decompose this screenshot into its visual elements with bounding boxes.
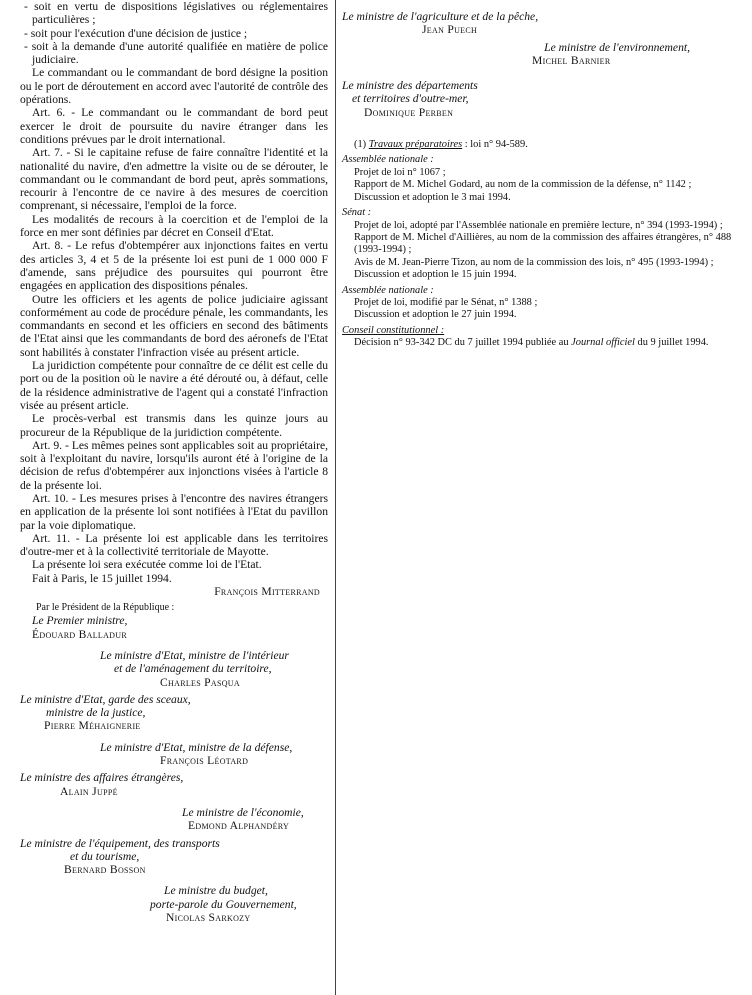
minister-title: Le ministre de l'équipement, des transports (20, 836, 220, 850)
paragraph: Le procès-verbal est transmis dans les quinze jours au procureur de la République de la juridiction compétente. (20, 412, 328, 439)
prime-minister-name: Édouard Balladur (32, 627, 127, 641)
section-heading: Assemblée nationale : (342, 154, 434, 166)
minister-name: Charles Pasqua (160, 675, 240, 689)
minister-title: ministre de la justice, (46, 706, 146, 720)
article-9: Art. 9. - Les mêmes peines sont applicables soit au propriétaire, soit à l'exploitant du navire, lorsqu'ils auront été à l'origine de la décision de refus d'obtempérer aux injonctions visées à l'article 8 de la présente loi. (20, 438, 328, 492)
minister-title: Le ministre des affaires étrangères, (20, 771, 184, 785)
president-name: François Mitterrand (214, 585, 320, 599)
footnote-line: Discussion et adoption le 15 juin 1994. (354, 269, 517, 281)
paragraph: La présente loi sera exécutée comme loi de l'Etat. (32, 558, 262, 572)
footnote-law-number: : loi n° 94-589. (464, 139, 528, 151)
minister-title: Le ministre d'Etat, ministre de la défense, (100, 740, 293, 754)
left-column (20, 0, 328, 924)
footnote-label: Travaux préparatoires (368, 139, 463, 151)
footnote-line (342, 337, 738, 349)
minister-name: Nicolas Sarkozy (166, 911, 251, 924)
article-11: Art. 11. - La présente loi est applicable dans les territoires d'outre-mer et à la collectivité territoriale de Mayotte. (20, 531, 328, 559)
paragraph: La juridiction compétente pour connaître de ce délit est celle du port ou de la position où le navire a été dérouté ou, à défaut, celle de la résidence administrative de l'agent qui a constaté l'infraction visée au présent article. (20, 359, 328, 412)
footnote-line: Rapport de M. Michel d'Aillières, au nom de la commission des affaires étrangères, n° 488 (1993-1994) ; (354, 231, 732, 256)
footnote-line: Avis de M. Jean-Pierre Tizon, au nom de la commission des lois, n° 495 (1993-1994) ; (354, 256, 714, 268)
footnote-header (342, 139, 738, 151)
minister-title: Le ministre de l'agriculture et de la pêche, (342, 10, 539, 23)
bullet-item: - soit à la demande d'une autorité qualifiée en matière de police judiciaire. (24, 39, 328, 67)
footnote-line: Projet de loi, modifié par le Sénat, n° 1388 ; (354, 296, 538, 308)
minister-title: et territoires d'outre-mer, (352, 92, 469, 106)
minister-name: François Léotard (160, 754, 249, 768)
minister-title: Le ministre des départements (342, 79, 478, 93)
footnote-block (342, 139, 738, 350)
minister-name: Alain Juppé (60, 784, 118, 798)
minister-name: Pierre Méhaignerie (44, 719, 141, 733)
decision-text: Décision n° 93-342 DC du 7 juillet 1994 publiée au (354, 337, 572, 349)
minister-name: Bernard Bosson (64, 863, 146, 877)
minister-title: Le ministre d'Etat, ministre de l'intérieur (100, 648, 289, 662)
article-8: Art. 8. - Le refus d'obtempérer aux injonctions faites en vertu des articles 3, 4 et 5 de la présente loi est puni de 1 000 000 F d'amende, sans préjudice des poursuites qui pourront être engagées en application des dispositions pénales. (20, 239, 328, 293)
signature-date: Fait à Paris, le 15 juillet 1994. (32, 571, 172, 585)
article-6: Art. 6. - Le commandant ou le commandant de bord peut exercer le droit de poursuite du navire étranger dans les conditions prévues par le droit international. (20, 106, 328, 146)
footnote-line: Projet de loi n° 1067 ; (354, 166, 446, 178)
section-heading: Conseil constitutionnel : (342, 324, 445, 336)
paragraph: Les modalités de recours à la coercition et de l'emploi de la force en mer sont définies par décret en Conseil d'Etat. (20, 212, 328, 240)
article-7: Art. 7. - Si le capitaine refuse de faire connaître l'identité et la nationalité du navire, d'en admettre la visite ou de se dérouter, le commandant ou le commandant de bord peut, après sommations, recourir à l'encontre de ce navire à des mesures de coercition comprenant, si nécessaire, l'emploi de la force. (20, 146, 328, 213)
minister-title: Le ministre de l'économie, (182, 805, 304, 819)
paragraph: Le commandant ou le commandant de bord désigne la position ou le port de déroutement en accord avec l'autorité de contrôle des opérations. (20, 66, 328, 107)
bullet-item: - soit en vertu de dispositions législatives ou réglementaires particulières ; (24, 0, 328, 27)
minister-name: Jean Puech (422, 23, 478, 37)
paragraph: Outre les officiers et les agents de police judiciaire agissant conformément au code de procédure pénale, les commandants, les commandants en second et les officiers en second des bâtiments de l'Etat ainsi que les commandants de bord des aéronefs de l'Etat sont habilités à constater l'infraction visée au présent article. (20, 292, 328, 359)
minister-title: Le ministre du budget, (164, 884, 268, 898)
minister-title: Le ministre d'Etat, garde des sceaux, (20, 692, 191, 706)
minister-title: Le ministre de l'environnement, (544, 40, 690, 54)
minister-title: porte-parole du Gouvernement, (150, 897, 297, 911)
footnote-line: Projet de loi, adopté par l'Assemblée nationale en première lecture, n° 394 (1993-1994) ; (354, 219, 723, 231)
decision-date: du 9 juillet 1994. (634, 337, 709, 349)
minister-name: Edmond Alphandéry (188, 819, 290, 833)
footnote-number: (1) (354, 139, 367, 151)
article-10: Art. 10. - Les mesures prises à l'encontre des navires étrangers en application de la présente loi sont notifiées à l'Etat du pavillon par la voie diplomatique. (20, 491, 328, 532)
minister-title: et du tourisme, (70, 849, 140, 863)
minister-title: et de l'aménagement du territoire, (114, 662, 272, 676)
minister-name: Michel Barnier (532, 53, 611, 67)
prime-minister-title: Le Premier ministre, (32, 614, 128, 628)
column-divider (335, 0, 336, 995)
footnote-line: Rapport de M. Michel Godard, au nom de la commission de la défense, n° 1142 ; (354, 179, 692, 191)
journal-officiel: Journal officiel (571, 337, 635, 349)
right-column (342, 10, 738, 350)
footnote-line: Discussion et adoption le 27 juin 1994. (354, 309, 517, 321)
footnote-line: Discussion et adoption le 3 mai 1994. (354, 191, 511, 203)
section-heading: Sénat : (342, 207, 372, 219)
minister-name: Dominique Perben (364, 105, 454, 119)
bullet-item: - soit pour l'exécution d'une décision de justice ; (24, 26, 248, 40)
par-le-president: Par le Président de la République : (36, 602, 175, 614)
section-heading: Assemblée nationale : (342, 284, 434, 296)
